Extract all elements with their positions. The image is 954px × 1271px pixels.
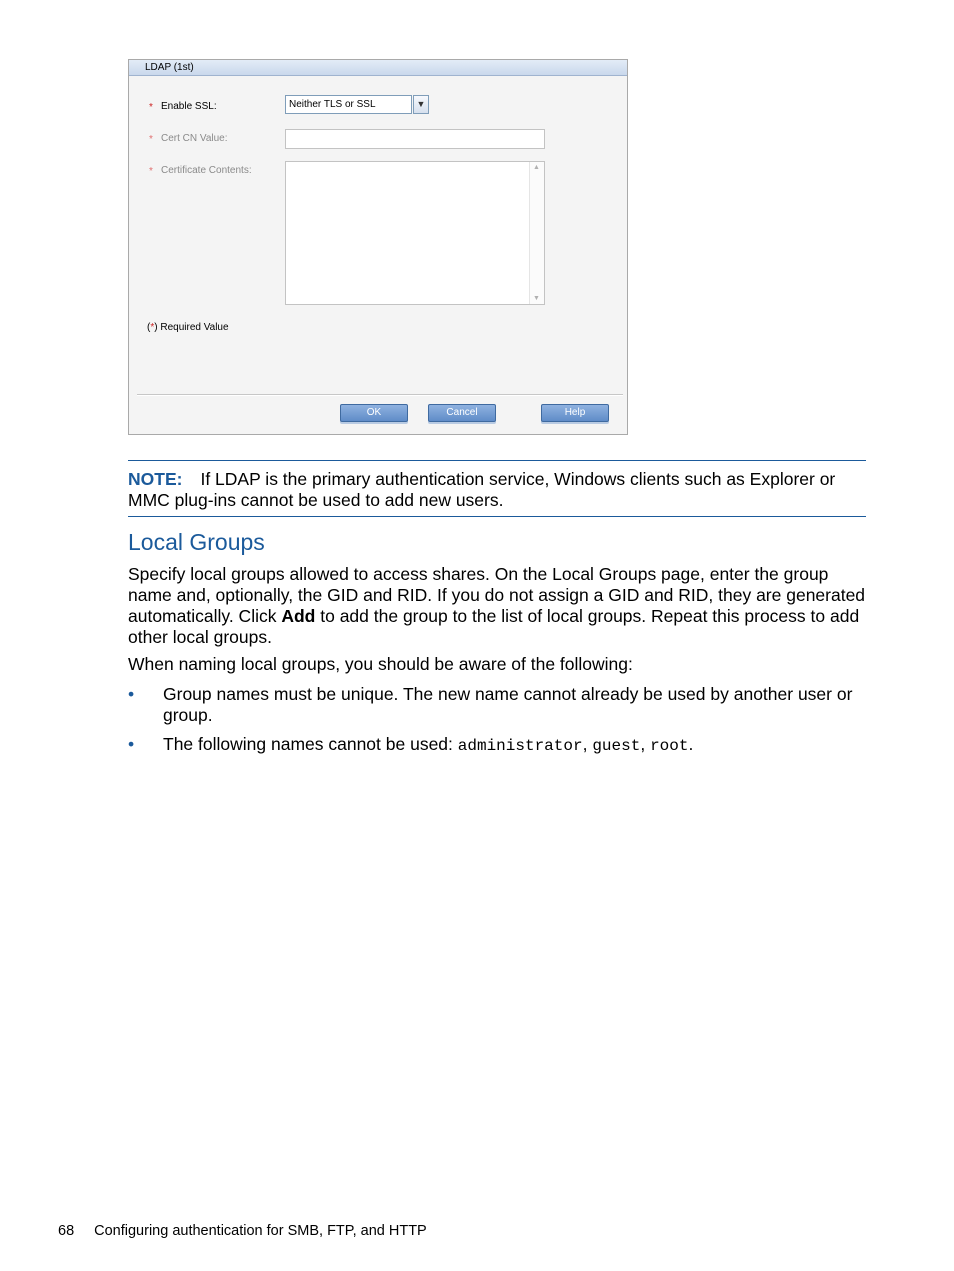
cert-cn-label: Cert CN Value: xyxy=(161,133,228,144)
scroll-up-icon[interactable]: ▲ xyxy=(533,164,540,171)
list-item-text: Group names must be unique. The new name cannot already be used by another user or group. xyxy=(163,684,853,725)
section-title: Local Groups xyxy=(128,529,265,555)
scroll-down-icon[interactable]: ▼ xyxy=(533,295,540,302)
ok-button[interactable]: OK xyxy=(340,404,408,422)
cert-cn-required-mark: * xyxy=(149,134,153,145)
required-value-note: (*) Required Value xyxy=(147,322,229,333)
cert-contents-label: Certificate Contents: xyxy=(161,165,252,176)
paragraph-naming: When naming local groups, you should be aware of the following: xyxy=(128,654,633,674)
cert-cn-input[interactable] xyxy=(285,129,545,149)
ldap-dialog xyxy=(128,59,628,435)
bullet-icon: • xyxy=(128,734,135,754)
note-text: If LDAP is the primary authentication service, Windows clients such as Explorer or MMC plug-ins cannot be used to add new users. xyxy=(128,469,836,510)
help-button[interactable]: Help xyxy=(541,404,609,422)
enable-ssl-label: Enable SSL: xyxy=(161,101,217,112)
bullet-icon: • xyxy=(128,684,135,704)
paragraph-intro: Specify local groups allowed to access shares. On the Local Groups page, enter the group name and, optionally, the GID and RID. If you do not assign a GID and RID, they are generated automatically. Click Add to add the group to the list of local groups. Repeat this process to add other local groups. xyxy=(128,564,866,647)
dialog-separator xyxy=(137,394,623,396)
note-label: NOTE: xyxy=(128,469,183,489)
note-box xyxy=(128,460,866,517)
list-item-text: The following names cannot be used: administrator, guest, root. xyxy=(163,734,694,755)
page-footer xyxy=(58,1222,427,1240)
page-number: 68 xyxy=(58,1223,75,1239)
textarea-scrollbar[interactable] xyxy=(529,162,544,304)
chevron-down-icon[interactable]: ▼ xyxy=(413,95,429,114)
enable-ssl-select[interactable]: Neither TLS or SSL xyxy=(285,95,412,114)
cert-contents-textarea[interactable] xyxy=(285,161,545,305)
cancel-button[interactable]: Cancel xyxy=(428,404,496,422)
cert-contents-required-mark: * xyxy=(149,166,153,177)
enable-ssl-required-mark: * xyxy=(149,102,153,113)
chapter-title: Configuring authentication for SMB, FTP, and HTTP xyxy=(94,1223,427,1239)
dialog-title: LDAP (1st) xyxy=(129,60,627,76)
